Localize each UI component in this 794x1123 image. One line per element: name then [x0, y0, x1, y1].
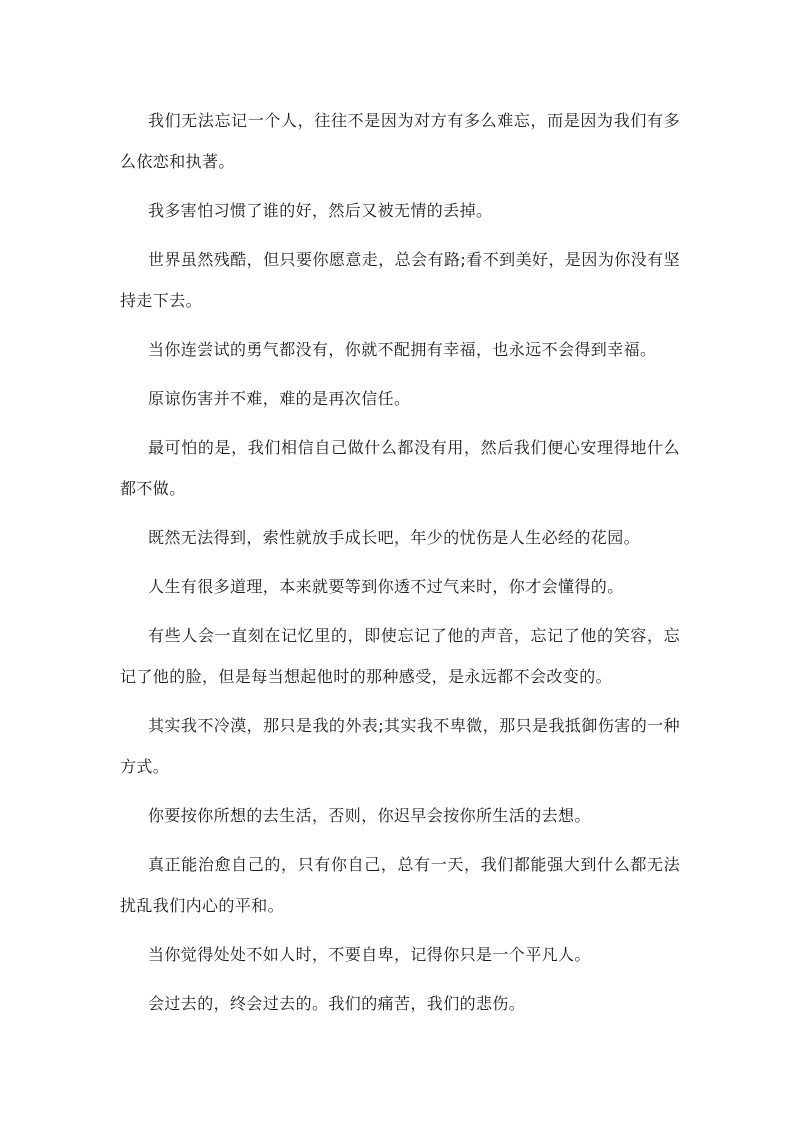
paragraph: 既然无法得到，索性就放手成长吧，年少的忧伤是人生必经的花园。	[148, 528, 641, 547]
paragraph: 世界虽然残酷，但只要你愿意走，总会有路;看不到美好，是因为你没有坚持走下去。	[120, 250, 680, 310]
paragraph: 人生有很多道理，本来就要等到你透不过气来时，你才会懂得的。	[148, 577, 624, 596]
paragraph: 原谅伤害并不难，难的是再次信任。	[148, 389, 411, 408]
paragraph: 最可怕的是，我们相信自己做什么都没有用，然后我们便心安理得地什么都不做。	[120, 438, 680, 498]
paragraph: 会过去的，终会过去的。我们的痛苦，我们的悲伤。	[148, 994, 526, 1013]
paragraph: 我们无法忘记一个人，往往不是因为对方有多么难忘，而是因为我们有多么依恋和执著。	[120, 111, 680, 171]
paragraph: 当你觉得处处不如人时，不要自卑，记得你只是一个平凡人。	[148, 945, 591, 964]
paragraph: 当你连尝试的勇气都没有，你就不配拥有幸福，也永远不会得到幸福。	[148, 340, 657, 359]
paragraph: 其实我不冷漠，那只是我的外表;其实我不卑微，那只是我抵御伤害的一种方式。	[120, 716, 680, 776]
paragraph: 有些人会一直刻在记忆里的，即使忘记了他的声音，忘记了他的笑容，忘记了他的脸，但是每当想起他时的那种感受，是永远都不会改变的。	[120, 626, 680, 686]
paragraph: 你要按你所想的去生活，否则，你迟早会按你所生活的去想。	[148, 806, 591, 825]
paragraph: 真正能治愈自己的，只有你自己，总有一天，我们都能强大到什么都无法扰乱我们内心的平和。	[120, 855, 680, 915]
document-body	[120, 100, 680, 1032]
paragraph: 我多害怕习惯了谁的好，然后又被无情的丢掉。	[148, 201, 493, 220]
